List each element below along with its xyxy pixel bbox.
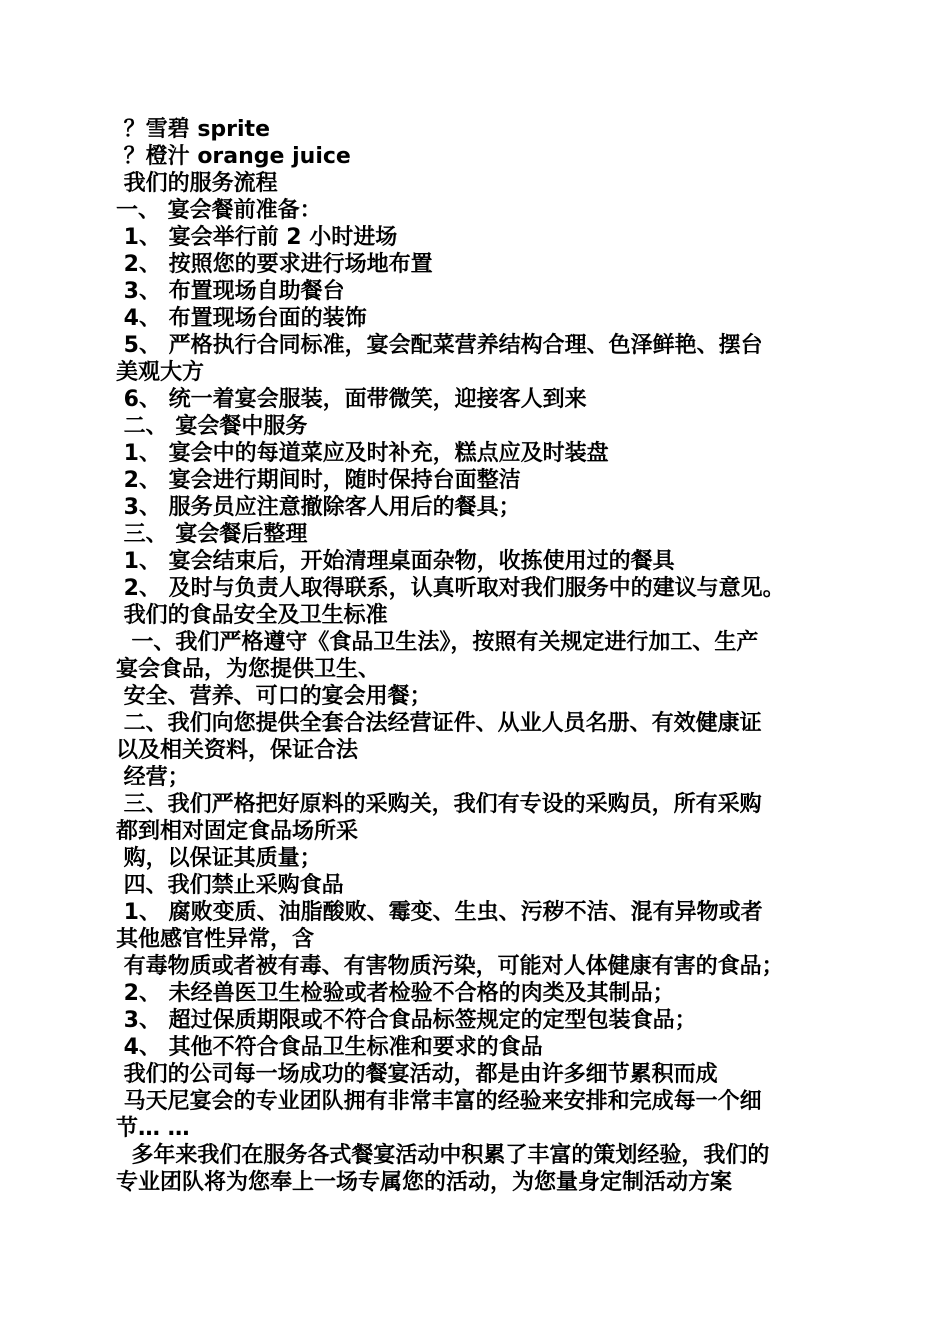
paragraph-line: 购，以保证其质量； <box>116 846 322 871</box>
list-item: 3、 布置现场自助餐台 <box>116 279 345 304</box>
paragraph-line: 都到相对固定食品场所采 <box>116 819 359 844</box>
paragraph-line: 二、我们向您提供全套合法经营证件、从业人员名册、有效健康证 <box>116 711 762 736</box>
section-heading: 我们的服务流程 <box>116 171 278 196</box>
text-line: ？雪碧 sprite <box>116 117 270 142</box>
paragraph-line: 我们的公司每一场成功的餐宴活动，都是由许多细节累积而成 <box>116 1062 718 1087</box>
list-item: 1、 宴会中的每道菜应及时补充，糕点应及时装盘 <box>116 441 609 466</box>
list-item: 2、 按照您的要求进行场地布置 <box>116 252 433 277</box>
list-item: 3、 超过保质期限或不符合食品标签规定的定型包装食品； <box>116 1008 697 1033</box>
list-item: 1、 腐败变质、油脂酸败、霉变、生虫、污秽不洁、混有异物或者 <box>116 900 763 925</box>
list-item: 2、 及时与负责人取得联系，认真听取对我们服务中的建议与意见。 <box>116 576 785 601</box>
list-item: 4、 其他不符合食品卫生标准和要求的食品 <box>116 1035 543 1060</box>
paragraph-line: 宴会食品，为您提供卫生、 <box>116 657 381 682</box>
document-body <box>116 116 836 1196</box>
list-item-continuation: 其他感官性异常，含 <box>116 927 315 952</box>
list-item-continuation: 美观大方 <box>116 360 205 385</box>
paragraph-line: 节… … <box>116 1116 190 1141</box>
paragraph-line: 一、我们严格遵守《食品卫生法》，按照有关规定进行加工、生产 <box>116 630 759 655</box>
list-item: 1、 宴会举行前 2 小时进场 <box>116 225 398 250</box>
paragraph-line: 马天尼宴会的专业团队拥有非常丰富的经验来安排和完成每一个细 <box>116 1089 762 1114</box>
paragraph-line: 专业团队将为您奉上一场专属您的活动，为您量身定制活动方案 <box>116 1170 733 1195</box>
paragraph-line: 四、我们禁止采购食品 <box>116 873 344 898</box>
section-heading: 三、 宴会餐后整理 <box>116 522 308 547</box>
section-heading: 我们的食品安全及卫生标准 <box>116 603 388 628</box>
section-heading: 一、 宴会餐前准备： <box>116 198 322 223</box>
list-item: 5、 严格执行合同标准，宴会配菜营养结构合理、色泽鲜艳、摆台 <box>116 333 763 358</box>
list-item: 6、 统一着宴会服装，面带微笑，迎接客人到来 <box>116 387 587 412</box>
paragraph-line: 安全、营养、可口的宴会用餐； <box>116 684 432 709</box>
list-item: 2、 宴会进行期间时，随时保持台面整洁 <box>116 468 521 493</box>
list-item: 4、 布置现场台面的装饰 <box>116 306 367 331</box>
list-item: 2、 未经兽医卫生检验或者检验不合格的肉类及其制品； <box>116 981 675 1006</box>
paragraph-line: 经营； <box>116 765 190 790</box>
section-heading: 二、 宴会餐中服务 <box>116 414 308 439</box>
list-item: 1、 宴会结束后，开始清理桌面杂物，收拣使用过的餐具 <box>116 549 675 574</box>
list-item: 3、 服务员应注意撤除客人用后的餐具； <box>116 495 521 520</box>
paragraph-line: 多年来我们在服务各式餐宴活动中积累了丰富的策划经验，我们的 <box>116 1143 770 1168</box>
paragraph-line: 三、我们严格把好原料的采购关，我们有专设的采购员，所有采购 <box>116 792 762 817</box>
list-item-continuation: 有毒物质或者被有毒、有害物质污染，可能对人体健康有害的食品； <box>116 954 784 979</box>
paragraph-line: 以及相关资料，保证合法 <box>116 738 359 763</box>
text-line: ？橙汁 orange juice <box>116 144 351 169</box>
